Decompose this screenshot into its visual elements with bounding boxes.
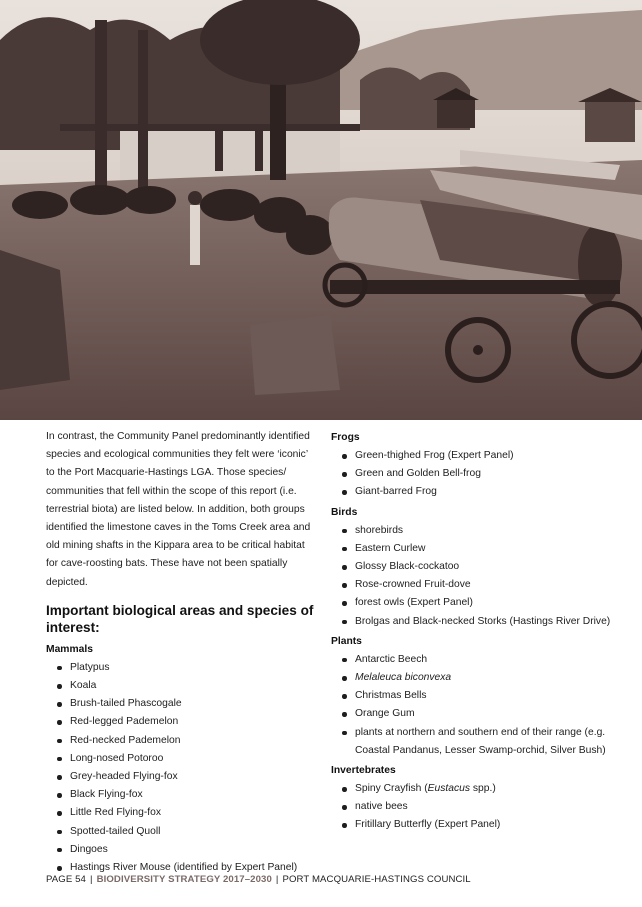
footer-council: PORT MACQUARIE-HASTINGS COUNCIL [282, 874, 471, 885]
plants-heading: Plants [331, 635, 362, 647]
plants-list [331, 651, 621, 760]
list-item: Green-thighed Frog (Expert Panel) [331, 447, 621, 465]
list-item: forest owls (Expert Panel) [331, 594, 621, 612]
list-item: Dingoes [46, 841, 316, 859]
list-item: Spiny Crayfish (Eustacus spp.) [331, 780, 621, 798]
bullet-icon [342, 694, 347, 699]
bullet-icon [342, 712, 347, 717]
bullet-icon [57, 848, 62, 853]
right-column [331, 428, 621, 838]
footer-divider: | [89, 874, 93, 885]
list-item: Eastern Curlew [331, 540, 621, 558]
list-item: Melaleuca biconvexa [331, 669, 621, 687]
list-item: Koala [46, 677, 316, 695]
bullet-icon [342, 601, 347, 606]
bullet-icon [57, 720, 62, 725]
bullet-icon [342, 823, 347, 828]
bullet-icon [57, 739, 62, 744]
bullet-icon [57, 811, 62, 816]
bullet-icon [342, 490, 347, 495]
footer-divider: | [275, 874, 279, 885]
bullet-icon [57, 830, 62, 835]
bullock-team-photo-icon [0, 0, 642, 420]
left-column [46, 428, 316, 880]
list-item: Glossy Black-cockatoo [331, 558, 621, 576]
list-item: Antarctic Beech [331, 651, 621, 669]
list-item: Red-necked Pademelon [46, 732, 316, 750]
bullet-icon [342, 529, 347, 534]
list-item: Long-nosed Potoroo [46, 750, 316, 768]
list-item: Hastings River Mouse (identified by Expert Panel) [46, 859, 316, 877]
list-item: Green and Golden Bell-frog [331, 465, 621, 483]
list-item: Grey-headed Flying-fox [46, 768, 316, 786]
bullet-icon [342, 658, 347, 663]
mammals-list [46, 659, 316, 877]
list-item: Christmas Bells [331, 687, 621, 705]
bullet-icon [342, 547, 347, 552]
page-number: PAGE 54 [46, 874, 86, 885]
bullet-icon [342, 787, 347, 792]
bullet-icon [342, 676, 347, 681]
list-item: native bees [331, 798, 621, 816]
list-item: Red-legged Pademelon [46, 713, 316, 731]
list-item: Brush-tailed Phascogale [46, 695, 316, 713]
bullet-icon [342, 583, 347, 588]
bullet-icon [57, 793, 62, 798]
mammals-heading: Mammals [46, 643, 93, 655]
list-item: Brolgas and Black-necked Storks (Hastings River Drive) [331, 613, 621, 631]
list-item: Platypus [46, 659, 316, 677]
footer-strategy: BIODIVERSITY STRATEGY 2017–2030 [96, 874, 272, 885]
bullet-icon [57, 684, 62, 689]
bullet-icon [342, 565, 347, 570]
list-item: Giant-barred Frog [331, 483, 621, 501]
section-title: Important biological areas and species of interest: [46, 602, 314, 636]
birds-list [331, 522, 621, 631]
page-footer [46, 874, 471, 885]
bullet-icon [342, 472, 347, 477]
list-item: shorebirds [331, 522, 621, 540]
bullet-icon [342, 805, 347, 810]
historic-photo [0, 0, 642, 420]
bullet-icon [342, 620, 347, 625]
list-item: Spotted-tailed Quoll [46, 823, 316, 841]
list-item: Fritillary Butterfly (Expert Panel) [331, 816, 621, 834]
bullet-icon [342, 454, 347, 459]
bullet-icon [57, 666, 62, 671]
list-item: Black Flying-fox [46, 786, 316, 804]
invertebrates-list [331, 780, 621, 835]
bullet-icon [57, 702, 62, 707]
bullet-icon [57, 757, 62, 762]
list-item: Rose-crowned Fruit-dove [331, 576, 621, 594]
list-item: plants at northern and southern end of their range (e.g. Coastal Pandanus, Lesser Swamp-orchid, Silver Bush) [331, 724, 621, 760]
bullet-icon [57, 775, 62, 780]
birds-heading: Birds [331, 506, 358, 518]
list-item: Orange Gum [331, 705, 621, 723]
bullet-icon [57, 866, 62, 871]
intro-paragraph: In contrast, the Community Panel predominantly identified species and ecological communities they felt were ‘iconic’ to the Port Macquarie-Hastings LGA. Those species/ communities that fell within the scope of this report (i.e. terrestrial biota) are listed below. In addition, both groups identified the limestone caves in the Toms Creek area and old mining shafts in the Kippara area to be critical habitat for cave-roosting bats. These have not been spatially depicted. [46, 431, 311, 588]
invertebrates-heading: Invertebrates [331, 765, 396, 777]
list-item: Little Red Flying-fox [46, 804, 316, 822]
frogs-heading: Frogs [331, 432, 360, 443]
bullet-icon [342, 731, 347, 736]
frogs-list [331, 447, 621, 502]
